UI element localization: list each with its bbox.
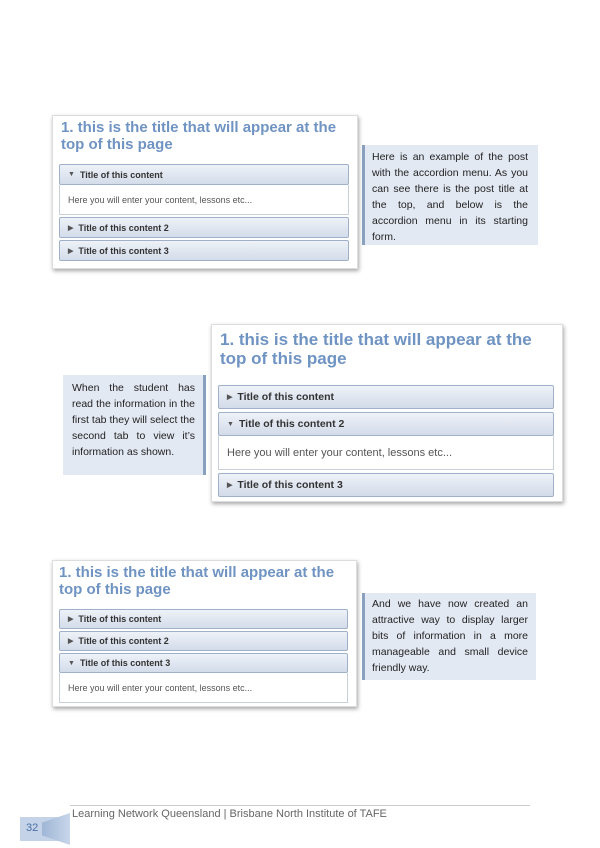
accordion-header-label: Title of this content 3 [78,245,169,256]
triangle-right-icon: ▶ [68,224,74,232]
accordion-header-label: Title of this content [79,169,163,180]
triangle-right-icon: ▶ [68,638,74,645]
accordion-header[interactable] [59,631,348,651]
accordion-header[interactable] [59,609,348,629]
accordion-header[interactable] [59,653,348,673]
accordion-header-label: Title of this content 2 [78,222,169,233]
accordion-header[interactable] [59,217,349,238]
example-screenshot-3 [52,560,357,707]
triangle-right-icon: ▶ [227,394,233,401]
callout-1: Here is an example of the post with the accordion menu. As you can see there is the post title at the top, and below is the accordion menu in its starting form. [362,145,538,245]
example-screenshot-1 [52,115,358,269]
footer-text: Learning Network Queensland | Brisbane North Institute of TAFE [72,808,387,820]
triangle-right-icon: ▶ [68,616,74,623]
post-title: 1. this is the title that will appear at the top of this page [220,330,532,369]
accordion-header-label: Title of this content 2 [78,636,169,646]
accordion-header-label: Title of this content [237,391,335,403]
accordion-header-label: Title of this content 3 [79,658,171,668]
callout-3: And we have now created an attractive way to display larger bits of information in a more manageable and small device friendly way. [362,593,536,680]
triangle-down-icon: ▼ [227,420,234,428]
accordion-header-label: Title of this content [78,614,162,624]
triangle-right-icon: ▶ [68,247,74,255]
footer-divider [70,805,530,806]
accordion-header[interactable] [218,473,554,497]
accordion-content: Here you will enter your content, lessons etc... [59,673,348,703]
accordion-header[interactable] [218,385,554,409]
callout-2: When the student has read the information in the first tab they will select the second tab to view it’s information as shown. [63,375,206,475]
post-title: 1. this is the title that will appear at the top of this page [59,564,335,598]
triangle-down-icon: ▼ [68,659,75,667]
example-screenshot-2 [211,324,563,502]
accordion-header[interactable] [59,164,349,185]
accordion-header[interactable] [218,412,554,436]
triangle-right-icon: ▶ [227,482,233,489]
accordion-content: Here you will enter your content, lessons etc... [59,185,349,215]
accordion-header-label: Title of this content 3 [237,479,343,491]
accordion-content: Here you will enter your content, lessons etc... [218,436,554,470]
triangle-down-icon: ▼ [68,171,75,178]
accordion-header-label: Title of this content 2 [238,418,345,430]
post-title: 1. this is the title that will appear at the top of this page [61,119,337,153]
accordion-header[interactable] [59,240,349,261]
page-number: 32 [26,822,39,834]
